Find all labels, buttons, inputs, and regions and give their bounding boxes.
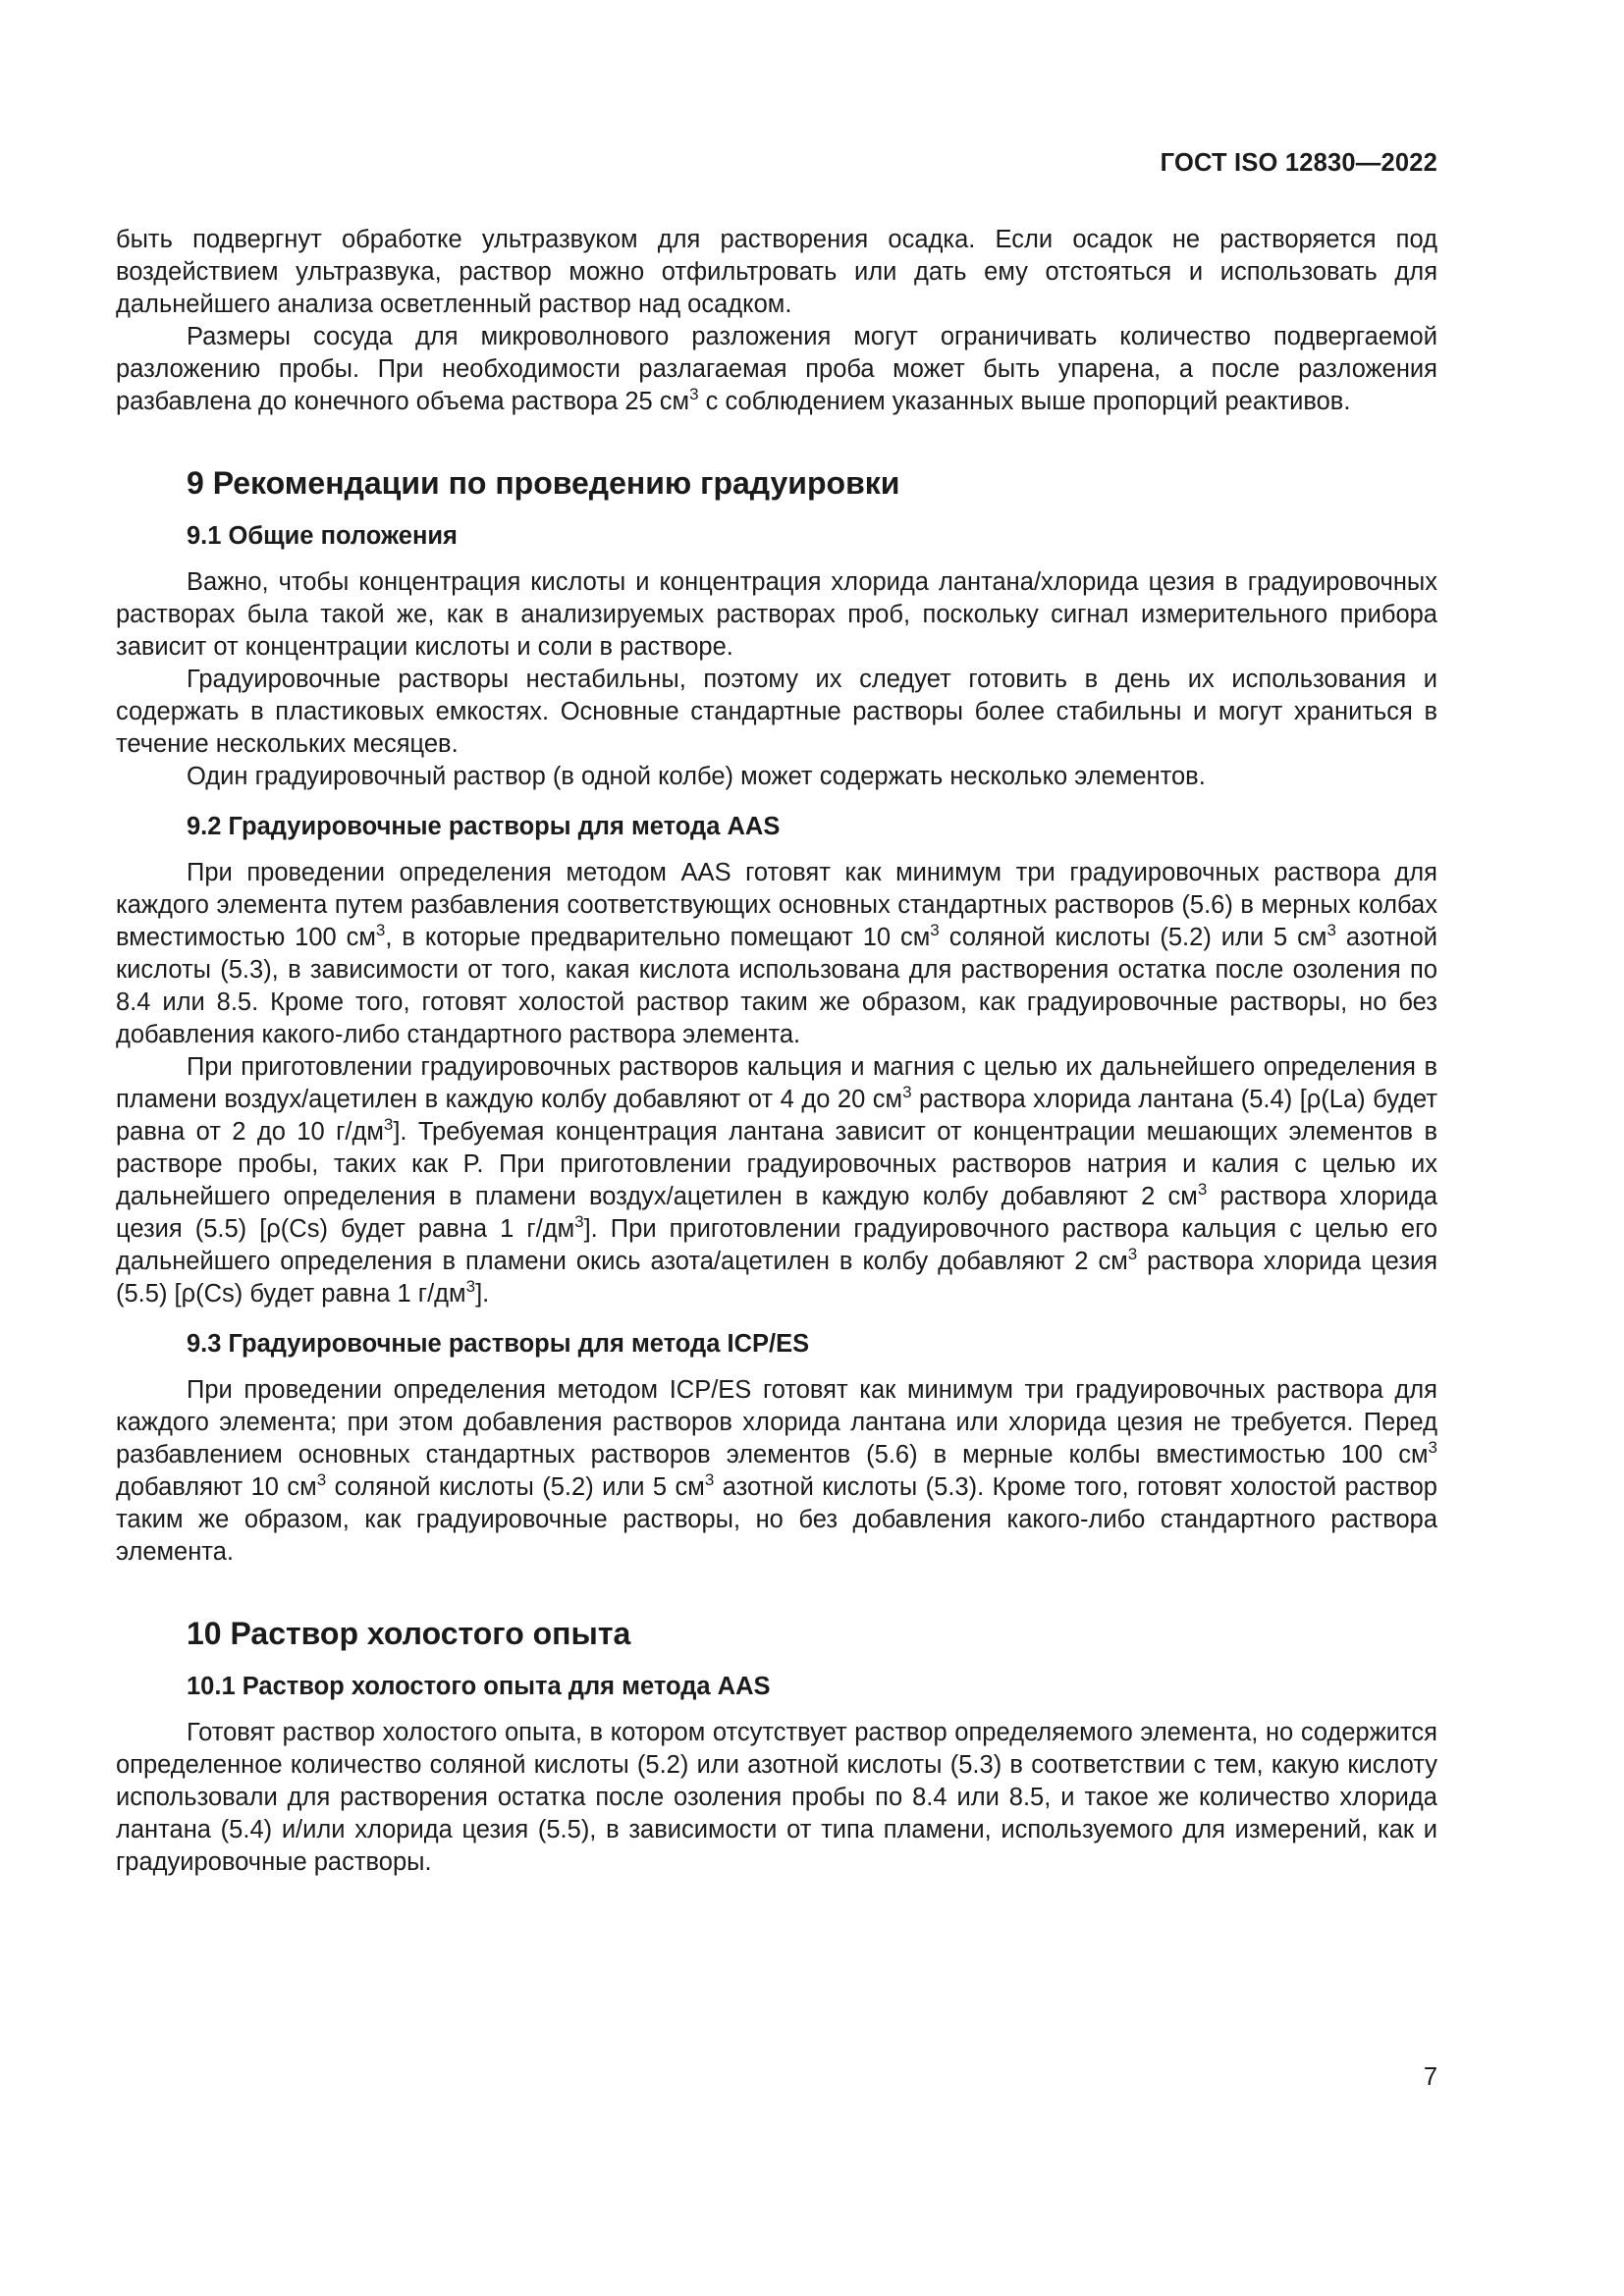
paragraph-9-1-3: Один градуировочный раствор (в одной колбе) может содержать несколько элементов.	[187, 763, 1206, 790]
text-run: с соблюдением указанных выше пропорций реактивов.	[698, 388, 1351, 415]
text-run: добавляют 10 см	[116, 1473, 317, 1501]
text-run: При приготовлении градуировочных растворов кальция и магния с целью их дальнейшего определения в пламени воздух/ацетилен в каждую колбу добавляют от 4 до 20 см	[116, 1053, 1437, 1113]
text-run: ]. Требуемая концентрация лантана зависит от концентрации мешающих элементов в растворе пробы, таких как P. При приготовлении градуировочных растворов натрия и калия с целью их дальнейшего определения в пламени воздух/ацетилен в каждую колбу добавляют 2 см	[116, 1118, 1437, 1210]
superscript: 3	[574, 1211, 584, 1231]
superscript: 3	[375, 920, 386, 939]
superscript: 3	[316, 1469, 327, 1489]
superscript: 3	[1428, 1437, 1437, 1457]
document-body	[116, 224, 1437, 1879]
superscript: 3	[930, 920, 940, 939]
paragraph-9-3-1	[116, 1374, 1437, 1569]
text-run: азотной кислоты (5.3), в зависимости от того, какая кислота использована для растворения остатка после озоления по 8.4 или 8.5. Кроме того, готовят холостой раствор таким же образом, как градуировочные растворы, но без добавления какого-либо стандартного раствора элемента.	[116, 924, 1437, 1048]
intro-paragraph-2	[116, 321, 1437, 418]
section-9-heading: 9 Рекомендации по проведению градуировки	[187, 465, 900, 501]
intro-paragraph-1: быть подвергнут обработке ультразвуком для растворения осадка. Если осадок не растворяется под воздействием ультразвука, раствор можно отфильтровать или дать ему отстояться и использовать для дальнейшего анализа осветленный раствор над осадком.	[116, 226, 1437, 318]
page-number: 7	[1423, 2063, 1437, 2091]
document-header: ГОСТ ISO 12830—2022	[1160, 149, 1437, 177]
superscript: 3	[465, 1276, 476, 1296]
text-run: азотной кислоты (5.3). Кроме того, готовят холостой раствор таким же образом, как градуировочные растворы, но без добавления какого-либо стандартного раствора элемента.	[116, 1473, 1437, 1566]
text-run: ]. При приготовлении градуировочного раствора кальция с целью его дальнейшего определения в пламени окись азота/ацетилен в колбу добавляют 2 см	[116, 1215, 1438, 1275]
text-run: При проведении определения методом AAS готовят как минимум три градуировочных раствора для каждого элемента путем разбавления соответствующих основных стандартных растворов (5.6) в мерных колбах вместимостью 100 см	[116, 859, 1437, 951]
subsection-10-1-heading: 10.1 Раствор холостого опыта для метода AAS	[187, 1673, 771, 1700]
paragraph-9-2-1	[116, 857, 1437, 1051]
text-run: При проведении определения методом ICP/ES готовят как минимум три градуировочных раствора для каждого элемента; при этом добавления растворов хлорида лантана или хлорида цезия не требуется. Перед разбавлением основных стандартных растворов элементов (5.6) в мерные колбы вместимостью 100 см	[116, 1376, 1437, 1468]
subsection-9-2-heading: 9.2 Градуировочные растворы для метода AAS	[187, 813, 781, 840]
paragraph-9-1-1: Важно, чтобы концентрация кислоты и концентрация хлорида лантана/хлорида цезия в градуировочных растворах была такой же, как в анализируемых растворах проб, поскольку сигнал измерительного прибора зависит от концентрации кислоты и соли в растворе.	[116, 568, 1437, 661]
paragraph-9-1-2: Градуировочные растворы нестабильны, поэтому их следует готовить в день их использования и содержать в пластиковых емкостях. Основные стандартные растворы более стабильны и могут храниться в течение нескольких месяцев.	[116, 666, 1437, 758]
text-run: раствора хлорида цезия (5.5) [ρ(Cs) будет равна 1 г/дм	[116, 1248, 1438, 1308]
superscript: 3	[902, 1082, 912, 1101]
text-run: раствора хлорида лантана (5.4) [ρ(La) будет равна от 2 до 10 г/дм	[116, 1086, 1437, 1146]
subsection-9-3-heading: 9.3 Градуировочные растворы для метода ICP/ES	[187, 1330, 810, 1358]
text-run: Размеры сосуда для микроволнового разложения могут ограничивать количество подвергаемой разложению пробы. При необходимости разлагаемая проба может быть упарена, а после разложения разбавлена до конечного объема раствора 25 см	[116, 323, 1437, 415]
superscript: 3	[689, 384, 699, 403]
text-run: , в которые предварительно помещают 10 см	[385, 924, 931, 951]
subsection-9-1-heading: 9.1 Общие положения	[187, 522, 458, 550]
superscript: 3	[383, 1114, 394, 1134]
paragraph-9-2-2	[116, 1051, 1437, 1310]
section-10-heading: 10 Раствор холостого опыта	[187, 1616, 631, 1651]
superscript: 3	[1326, 920, 1336, 939]
superscript: 3	[1127, 1244, 1138, 1263]
paragraph-10-1-1: Готовят раствор холостого опыта, в котором отсутствует раствор определяемого элемента, но содержится определенное количество соляной кислоты (5.2) или азотной кислоты (5.3) в соответствии с тем, какую кислоту использовали для растворения остатка после озоления пробы по 8.4 или 8.5, и такое же количество хлорида лантана (5.4) и/или хлорида цезия (5.5), в зависимости от типа пламени, используемого для измерений, как и градуировочные растворы.	[116, 1719, 1437, 1876]
text-run: раствора хлорида цезия (5.5) [ρ(Cs) будет равна 1 г/дм	[116, 1183, 1437, 1243]
text-run: соляной кислоты (5.2) или 5 см	[326, 1473, 705, 1501]
text-run: ].	[475, 1280, 490, 1308]
text-run: соляной кислоты (5.2) или 5 см	[939, 924, 1327, 951]
superscript: 3	[1197, 1179, 1208, 1199]
superscript: 3	[704, 1469, 715, 1489]
